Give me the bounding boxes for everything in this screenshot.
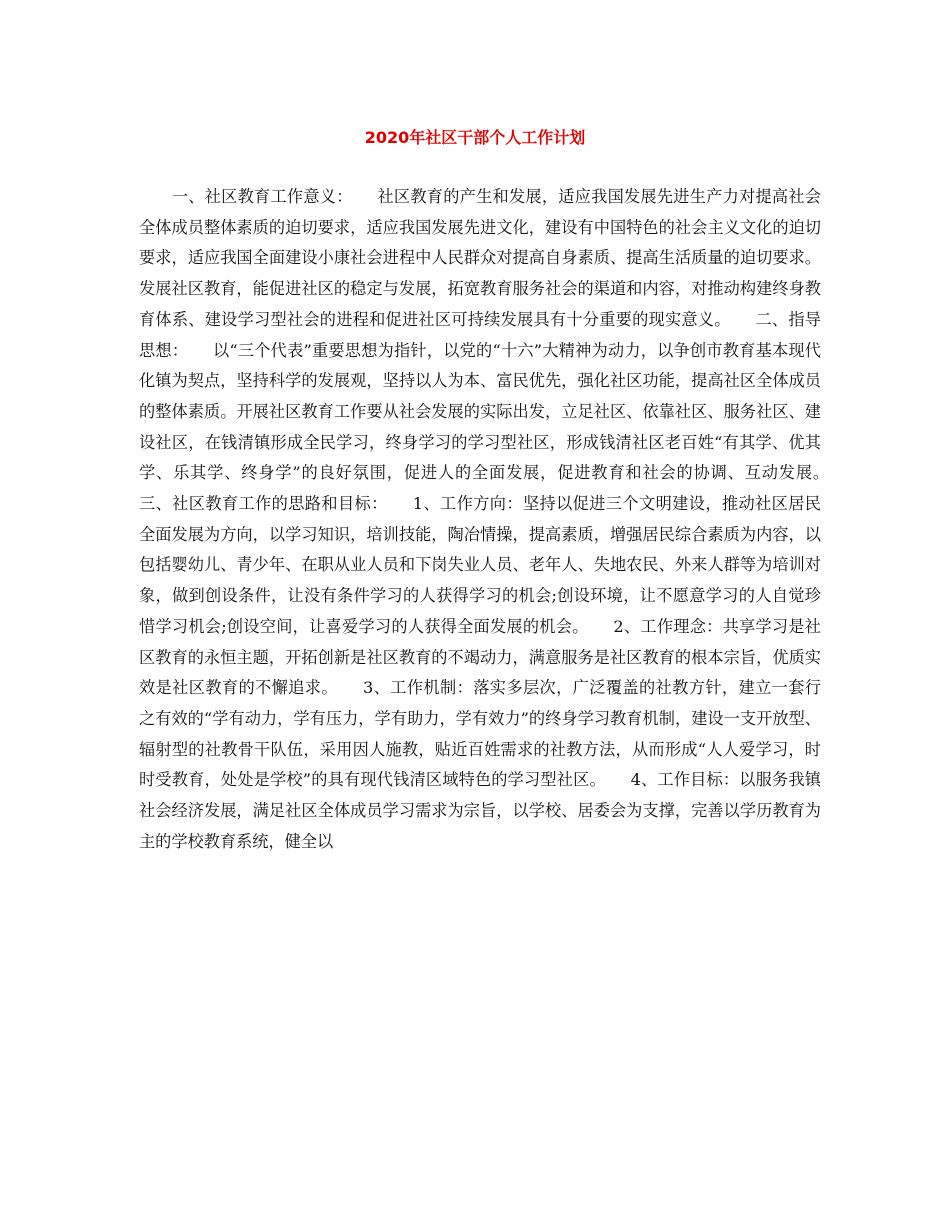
document-body-text: 一、社区教育工作意义： 社区教育的产生和发展，适应我国发展先进生产力对提高社会全体成员整体素质的迫切要求，适应我国发展先进文化，建设有中国特色的社会主义文化的迫切要求，适应我国全面建设小康社会进程中人民群众对提高自身素质、提高生活质量的迫切要求。发展社区教育，能促进社区的稳定与发展，拓宽教育服务社会的渠道和内容，对推动构建终身教育体系、建设学习型社会的进程和促进社区可持续发展具有十分重要的现实意义。 二、指导思想： 以“三个代表”重要思想为指针，以党的“十六”大精神为动力，以争创市教育基本现代化镇为契点，坚持科学的发展观，坚持以人为本、富民优先，强化社区功能，提高社区全体成员的整体素质。开展社区教育工作要从社会发展的实际出发，立足社区、依靠社区、服务社区、建设社区，在钱清镇形成全民学习，终身学习的学习型社区，形成钱清社区老百姓“有其学、优其学、乐其学、终身学”的良好氛围，促进人的全面发展，促进教育和社会的协调、互动发展。 三、社区教育工作的思路和目标： 1、工作方向：坚持以促进三个文明建设，推动社区居民全面发展为方向，以学习知识，培训技能，陶冶情操，提高素质，增强居民综合素质为内容，以包括婴幼儿、青少年、在职从业人员和下岗失业人员、老年人、失地农民、外来人群等为培训对象，做到创设条件，让没有条件学习的人获得学习的机会;创设环境，让不愿意学习的人自觉珍惜学习机会;创设空间，让喜爱学习的人获得全面发展的机会。 2、工作理念：共享学习是社区教育的永恒主题，开拓创新是社区教育的不竭动力，满意服务是社区教育的根本宗旨，优质实效是社区教育的不懈追求。 3、工作机制：落实多层次，广泛覆盖的社教方针，建立一套行之有效的“学有动力，学有压力，学有助力，学有效力”的终身学习教育机制，建设一支开放型、辐射型的社教骨干队伍，采用因人施教，贴近百姓需求的社教方法，从而形成“人人爱学习，时时受教育，处处是学校”的具有现代钱清区域特色的学习型社区。 4、工作目标：以服务我镇社会经济发展，满足社区全体成员学习需求为宗旨，以学校、居委会为支撑，完善以学历教育为主的学校教育系统，健全以 <box>139 187 854 851</box>
document-title: 2020年社区干部个人工作计划 <box>364 128 586 147</box>
